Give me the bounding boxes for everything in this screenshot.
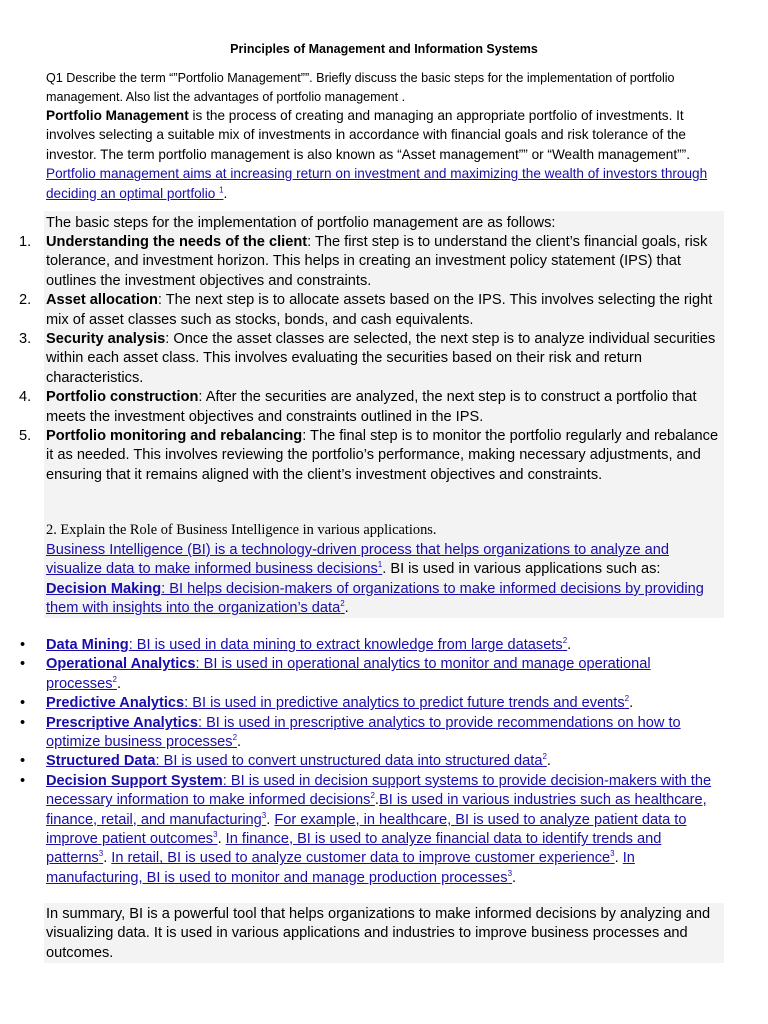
question-2: 2. Explain the Role of Business Intelligence in various applications. — [46, 522, 437, 538]
steps-intro: The basic steps for the implementation of portfolio management are as follows: — [46, 215, 556, 231]
bi-applications-list — [0, 636, 724, 888]
document-title: Principles of Management and Information Systems — [230, 42, 538, 56]
list-item: 1. Understanding the needs of the client: The first step is to understand the client’s financial goals, risk tolerance, and investment horizon. This helps in creating an investment policy statement (IPS) that outlines the investment objectives and constraints. — [19, 234, 708, 289]
retail-link[interactable]: In retail, BI is used to analyze customer data to improve customer experience$^3$ — [111, 849, 615, 867]
industries-link[interactable]: BI is used in various industries such as healthcare, finance, retail, and manufacturing$^3$ — [46, 792, 707, 828]
pm-definition: is the process of creating and managing an appropriate portfolio of investments. It involves selecting a suitable mix of investments in accordance with financial goals and risk tolerance of the investor. The term portfolio management is also known as “Asset management”” or “Wealth management””. — [46, 108, 690, 162]
portfolio-management-paragraph: Portfolio Management is the process of creating and managing an appropriate portfolio of investments. It involves selecting a suitable mix of investments in accordance with financial goals and risk tolerance of the investor. The term portfolio management is also known as “Asset management”” or “Wealth management””. Portfolio management aims at increasing return on investment and maximizing the wealth of investors through deciding an optimal portfolio $^1$. — [46, 108, 708, 201]
pm-citation-link[interactable]: Portfolio management aims at increasing return on investment and maximizing the wealth of investors through deciding an optimal portfolio $^1$ — [46, 166, 708, 201]
healthcare-link[interactable]: For example, in healthcare, BI is used to analyze patient data to improve patient outcomes$^3$ — [46, 811, 687, 848]
bi-definition-link[interactable]: Business Intelligence (BI) is a technology-driven process that helps organizations to analyze and visualize data to make informed business decisions$^1$ — [46, 542, 670, 578]
operational-analytics-link[interactable]: Operational Analytics: BI is used in operational analytics to monitor and manage operational processes$^2$ — [46, 656, 651, 692]
steps-list — [0, 233, 724, 485]
list-item: 2. Asset allocation: The next step is to allocate assets based on the IPS. This involves selecting the right mix of asset classes such as stocks, bonds, and cash equivalents. — [19, 292, 713, 328]
footnote-ref: 1 — [219, 185, 224, 195]
summary-paragraph: In summary, BI is a powerful tool that helps organizations to make informed decisions by analyzing and visualizing data. It is used in various applications and industries to improve business processes and outcomes. — [46, 906, 711, 961]
list-item: 3. Security analysis: Once the asset classes are selected, the next step is to analyze individual securities within each asset class. This involves evaluating the securities based on their risk and return characteristics. — [19, 331, 716, 386]
list-item: • Structured Data: BI is used to convert unstructured data into structured data$^2$. — [20, 752, 551, 770]
list-item: • Prescriptive Analytics: BI is used in prescriptive analytics to provide recommendations on how to optimize business processes$^2$. — [20, 714, 681, 751]
list-item: 5. Portfolio monitoring and rebalancing: The final step is to monitor the portfolio regularly and rebalance it as needed. This involves reviewing the portfolio’s performance, making necessary adjustments, and ensuring that it remains aligned with the client’s investment objectives and constraints. — [19, 428, 719, 483]
manufacturing-link[interactable]: In manufacturing, BI is used to monitor and manage production processes$^3$ — [46, 850, 635, 886]
decision-support-system-link[interactable]: Decision Support System: BI is used in decision support systems to provide decision-makers with the necessary information to make informed decisions$^2$ — [46, 772, 712, 809]
question-1: Q1 Describe the term “”Portfolio Management””. Briefly discuss the basic steps for the implementation of portfolio management. Also list the advantages of portfolio management . — [46, 71, 675, 104]
list-item: • Predictive Analytics: BI is used in predictive analytics to predict future trends and events$^2$. — [20, 694, 634, 712]
list-item: • Data Mining: BI is used in data mining to extract knowledge from large datasets$^2$. — [20, 636, 572, 653]
decision-making-link[interactable]: Decision Making: BI helps decision-makers of organizations to make informed decisions by providing them with insights into the organization’s data$^2$ — [46, 580, 704, 617]
list-item: • Operational Analytics: BI is used in operational analytics to monitor and manage operational processes$^2$. — [20, 656, 651, 692]
data-mining-link[interactable]: Data Mining: BI is used in data mining to extract knowledge from large datasets$^2$ — [46, 636, 568, 653]
prescriptive-analytics-link[interactable]: Prescriptive Analytics: BI is used in prescriptive analytics to provide recommendations on how to optimize business processes$^2$ — [46, 714, 681, 751]
list-item: 4. Portfolio construction: After the securities are analyzed, the next step is to construct a portfolio that meets the investment objectives and constraints outlined in the IPS. — [19, 389, 697, 425]
predictive-analytics-link[interactable]: Predictive Analytics: BI is used in predictive analytics to predict future trends and events$^2$ — [46, 694, 630, 712]
structured-data-link[interactable]: Structured Data: BI is used to convert unstructured data into structured data$^2$ — [46, 752, 547, 770]
pm-term: Portfolio Management — [46, 108, 189, 123]
finance-link[interactable]: In finance, BI is used to analyze financial data to identify trends and patterns$^3$ — [46, 831, 662, 867]
list-item: • Decision Support System: BI is used in decision support systems to provide decision-makers with the necessary information to make informed decisions$^2$.BI is used in various industries such as healthcare, finance, retail, and manufacturing$^3$. For example, in healthcare, BI is used to analyze patient data to improve patient outcomes$^3$. In finance, BI is used to analyze financial data to identify trends and patterns$^3$. In retail, BI is used to analyze customer data to improve customer experience$^3$. In manufacturing, BI is used to monitor and manage production processes$^3$. — [20, 772, 712, 886]
bi-intro-paragraph: Business Intelligence (BI) is a technology-driven process that helps organizations to analyze and visualize data to make informed business decisions$^1$. BI is used in various applications such as: Decision Making: BI helps decision-makers of organizations to make informed decisions by providing them with insights into the organization’s data$^2$. — [46, 542, 704, 617]
